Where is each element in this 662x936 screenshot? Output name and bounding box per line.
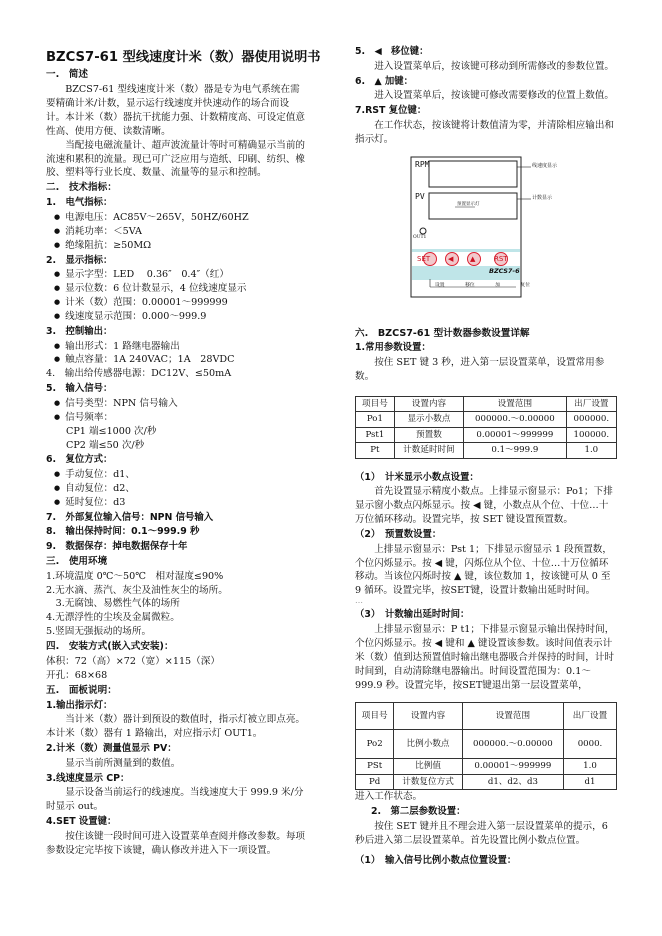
- right_top-paragraph: 进入设置菜单后，按该键可移动到所需修改的参数位置。: [374, 60, 615, 72]
- left-bullet-item: ● 线速度显示范围：0.000～999.9: [46, 310, 308, 324]
- table-header-row: [356, 703, 617, 730]
- left-line: 4.无漂浮性的尘埃及金属微粒。: [46, 612, 180, 624]
- count-label: 计数显示: [532, 194, 553, 201]
- table-cell: d1、d2、d3: [462, 774, 563, 789]
- table-cell: 1.0: [564, 759, 617, 774]
- bottom-label-reset: 复位: [520, 282, 530, 288]
- table-row: [356, 443, 617, 458]
- brand-label: BZCS7-6: [489, 266, 520, 275]
- left-heading: 四. 安装方式(嵌入式安装)：: [46, 641, 174, 653]
- left-bullet-item: ● 触点容量：1A 240VAC；1A 28VDC: [46, 353, 308, 367]
- dots-divider: …: [355, 596, 363, 606]
- table-header: 出厂设置: [564, 703, 617, 730]
- input-ratio-heading: （1） 输入信号比例小数点位置设置：: [355, 854, 517, 866]
- left-column: [46, 48, 321, 858]
- table-cell: Pst1: [356, 427, 395, 442]
- left-subheading: 3. 控制输出：: [46, 325, 113, 337]
- table-cell: 0.00001～999999: [462, 759, 563, 774]
- table-cell: 显示小数点: [394, 412, 463, 427]
- table-cell: PSt: [356, 759, 394, 774]
- left-paragraph: 按住该键一段时间可进入设置菜单查阅并修改参数。每项参数设定完毕按下该键，确认修改并进入下一项设置。: [46, 830, 306, 856]
- after-table-text: 进入工作状态。: [355, 791, 423, 803]
- right_top-subheading: 7.RST 复位键：: [355, 105, 427, 117]
- table-cell: Pt: [356, 443, 395, 458]
- table-header: 设置范围: [464, 396, 567, 411]
- left-bullet-item: ● 手动复位：d1、: [46, 468, 308, 482]
- left-bullet-item: ● 计米（数）范围：0.00001～999999: [46, 296, 308, 310]
- left-line: 体积：72（高）×72（宽）×115（深）: [46, 656, 220, 668]
- right-top-body: [355, 45, 617, 147]
- left-bullet-item: ● 延时复位：d3: [46, 496, 308, 510]
- left-line: 2.无水滴、蒸汽、灰尘及油性灰尘的场所。: [46, 584, 228, 596]
- table-cell: 000000.: [566, 412, 616, 427]
- decimal-point-heading: （1） 计米显示小数点设置：: [355, 471, 479, 483]
- table-cell: 100000.: [566, 427, 616, 442]
- left-heading: 三. 使用环境: [46, 555, 108, 567]
- bottom-label-add: 加: [495, 282, 500, 288]
- table-cell: 比例值: [394, 759, 462, 774]
- left-paragraph: BZCS7-61 型线速度计米（数）器是专为电气系统在需要精确计米/计数，显示运行线速度并快速动作的场合而设计。本计米（数）器抗干扰能力强、计数精度高、可设定值意性高、使用方便、读数清晰。: [46, 84, 306, 137]
- left-heading: 二. 技术指标：: [46, 182, 117, 194]
- table-cell: d1: [564, 774, 617, 789]
- table-header: 项目号: [356, 396, 395, 411]
- left-line: 3.无腐蚀、易燃性气体的场所: [46, 598, 180, 610]
- decimal-point-text: 首先设置显示精度小数点。上排显示窗显示：Po1；下排显示窗小数点闪烁显示。按 ◀ 键，小数点从个位、十位…十万位循环移动。设置完毕，按 SET 键设置预置数。: [355, 486, 613, 526]
- table-cell: 0.1～999.9: [464, 443, 567, 458]
- left-line: 开孔：68×68: [46, 669, 108, 681]
- table-header: 项目号: [356, 703, 394, 730]
- common-params-heading: 1.常用参数设置：: [355, 342, 431, 354]
- left-subheading: 5. 输入信号：: [46, 383, 113, 395]
- table-row: [356, 730, 617, 759]
- right_top-subheading: 6. ▲ 加键：: [355, 75, 414, 87]
- front-panel-diagram: [391, 153, 558, 319]
- right_top-paragraph: 进入设置菜单后，按该键可修改需要修改的位置上数值。: [374, 90, 615, 102]
- table-cell: 计数复位方式: [394, 774, 462, 789]
- left-bullet-item: ● 信号频率：: [46, 411, 308, 425]
- table-header: 出厂设置: [566, 396, 616, 411]
- center-label: 预置显示灯: [457, 201, 480, 207]
- table-row: [356, 427, 617, 442]
- table-header: 设置内容: [394, 703, 462, 730]
- table-cell: 预置数: [394, 427, 463, 442]
- left-subheading: 1. 电气指标：: [46, 197, 113, 209]
- left-paragraph: 当配接电磁流量计、超声波流量计等时可精确显示当前的流速和累积的流量。现已可广泛应用与造纸、印刷、纺织、橡胶、塑料等行业长度、数量、流量等的显示和控制。: [46, 139, 306, 179]
- left-bullet-item: ● 显示字型：LED 0.36″ 0.4″（红）: [46, 268, 308, 282]
- left-line: 1.环境温度 0℃～50℃ 相对湿度≤90%: [46, 570, 224, 582]
- document-title: BZCS7-61 型线速度计米（数）器使用说明书: [46, 50, 321, 65]
- table-row: [356, 412, 617, 427]
- left-heading: 五. 面板说明：: [46, 684, 117, 696]
- left-bullet-item: ● 信号类型：NPN 信号输入: [46, 397, 308, 411]
- table-header-row: [356, 396, 617, 411]
- table-cell: 0.00001～999999: [464, 427, 567, 442]
- shift-left-button[interactable]: ◀: [448, 254, 454, 263]
- set-button[interactable]: SET: [417, 254, 431, 263]
- right_top-paragraph: 在工作状态，按该键将计数值清为零，并清除相应输出和指示灯。: [355, 119, 615, 145]
- left-subheading: 4.SET 设置键：: [46, 816, 117, 828]
- left-subheading: 7. 外部复位输入信号：NPN 信号输入: [46, 511, 214, 523]
- left-subheading: 6. 复位方式：: [46, 454, 113, 466]
- left-body: [46, 68, 308, 857]
- panel-bottom-labels: [435, 283, 530, 290]
- layer2-text: 按住 SET 键并且不理会进入第一层设置菜单的提示，6 秒后进入第二层设置菜单。首先设置比例小数点位置。: [355, 820, 608, 846]
- left-subheading: 2.计米（数）测量值显示 PV：: [46, 743, 177, 755]
- right-column: [355, 44, 617, 868]
- left-indented-line: CP2 端≤50 次/秒: [66, 439, 145, 451]
- preset-text: 上排显示窗显示：Pst 1；下排显示窗显示 1 段预置数，个位闪烁显示。按 ◀ 键，闪烁位从个位、十位…十万位循环移动。当该位闪烁时按 ▲ 键，该位数加 1，按该键可从 0 至 9 循环。设置完毕，按SET键，设置计数输出延时时间。: [355, 543, 612, 597]
- table-cell: 000000.～0.00000: [462, 730, 563, 759]
- table-layer2: [355, 702, 617, 790]
- table-header: 设置范围: [462, 703, 563, 730]
- left-paragraph: 当计米（数）器计到预设的数值时，指示灯被立即点亮。本计米（数）器有 1 路输出，对应指示灯 OUT1。: [46, 714, 306, 740]
- table-header: 设置内容: [394, 396, 463, 411]
- table-cell: Po1: [356, 412, 395, 427]
- table-row: [356, 759, 617, 774]
- bottom-label-shift: 移位: [465, 282, 475, 288]
- preset-heading: （2） 预置数设置：: [355, 529, 442, 540]
- rpm-label: RPM: [415, 159, 430, 169]
- table-cell: 000000.～0.00000: [464, 412, 567, 427]
- left-bullet-item: ● 消耗功率：＜5VA: [46, 225, 308, 239]
- left-bullet-item: ● 电源电压：AC85V～265V，50HZ/60HZ: [46, 211, 308, 225]
- left-bullet-item: ● 自动复位：d2、: [46, 482, 308, 496]
- delay-heading: （3） 计数输出延时时间：: [355, 609, 470, 621]
- left-heading: 一. 简述: [46, 69, 89, 81]
- left-bullet-item: ● 输出形式：1 路继电器输出: [46, 340, 308, 354]
- out1-label: OUT1: [413, 234, 427, 240]
- left-subheading: 8. 输出保持时间：0.1～999.9 秒: [46, 526, 200, 538]
- left-subheading: 3.线速度显示 CP：: [46, 772, 130, 784]
- layer2-heading: 2. 第二层参数设置：: [371, 806, 466, 818]
- right_top-subheading: 5. ◀ 移位键：: [355, 46, 429, 57]
- table-cell: Pd: [356, 774, 394, 789]
- table-cell: 1.0: [566, 443, 616, 458]
- left-line: 5.竖固无强振动的场所。: [46, 626, 152, 638]
- left-line: 4. 输出给传感器电源：DC12V、≤50mA: [46, 368, 232, 380]
- table-cell: 比例小数点: [394, 730, 462, 759]
- table-cell: 计数延时时间: [394, 443, 463, 458]
- table-cell: 0000.: [564, 730, 617, 759]
- increment-button[interactable]: ▲: [470, 254, 476, 263]
- table-cell: Po2: [356, 730, 394, 759]
- left-bullet-item: ● 显示位数：6 位计数显示，4 位线速度显示: [46, 282, 308, 296]
- delay-text: 上排显示窗显示：P t1；下排显示窗显示输出保持时间，个位闪烁显示。按 ◀ 键和 ▲ 键设置该参数。该时间值表示计米（数）值到达预置值时输出继电器吸合并保持的时间，计时时间到，自动清除继电器输出。时间设置范围为：0.1～999.9 秒。设置完毕，按SET键退出第一层设置菜单，: [355, 623, 615, 691]
- table-layer1: [355, 396, 617, 459]
- bottom-label-set: 设置: [435, 282, 445, 288]
- left-paragraph: 显示设备当前运行的线速度。当线速度大于 999.9 米/分时显示 out。: [46, 787, 304, 813]
- left-subheading: 2. 显示指标：: [46, 254, 113, 266]
- table-row: [356, 774, 617, 789]
- common-params-text: 按住 SET 键 3 秒，进入第一层设置菜单，设置常用参数。: [355, 357, 605, 382]
- section6-title: 六. BZCS7-61 型计数器参数设置详解: [355, 327, 530, 339]
- left-bullet-item: ● 绝缘阻抗：≥50MΩ: [46, 239, 308, 253]
- pv-label: PV: [415, 191, 425, 201]
- rst-button[interactable]: RST: [494, 254, 508, 263]
- left-subheading: 9. 数据保存：掉电数据保存十年: [46, 541, 188, 553]
- left-paragraph: 显示当前所测量到的数值。: [65, 757, 181, 769]
- line-speed-label: 线速度显示: [532, 162, 558, 169]
- left-indented-line: CP1 端≤1000 次/秒: [66, 425, 157, 437]
- left-subheading: 1.输出指示灯：: [46, 699, 113, 711]
